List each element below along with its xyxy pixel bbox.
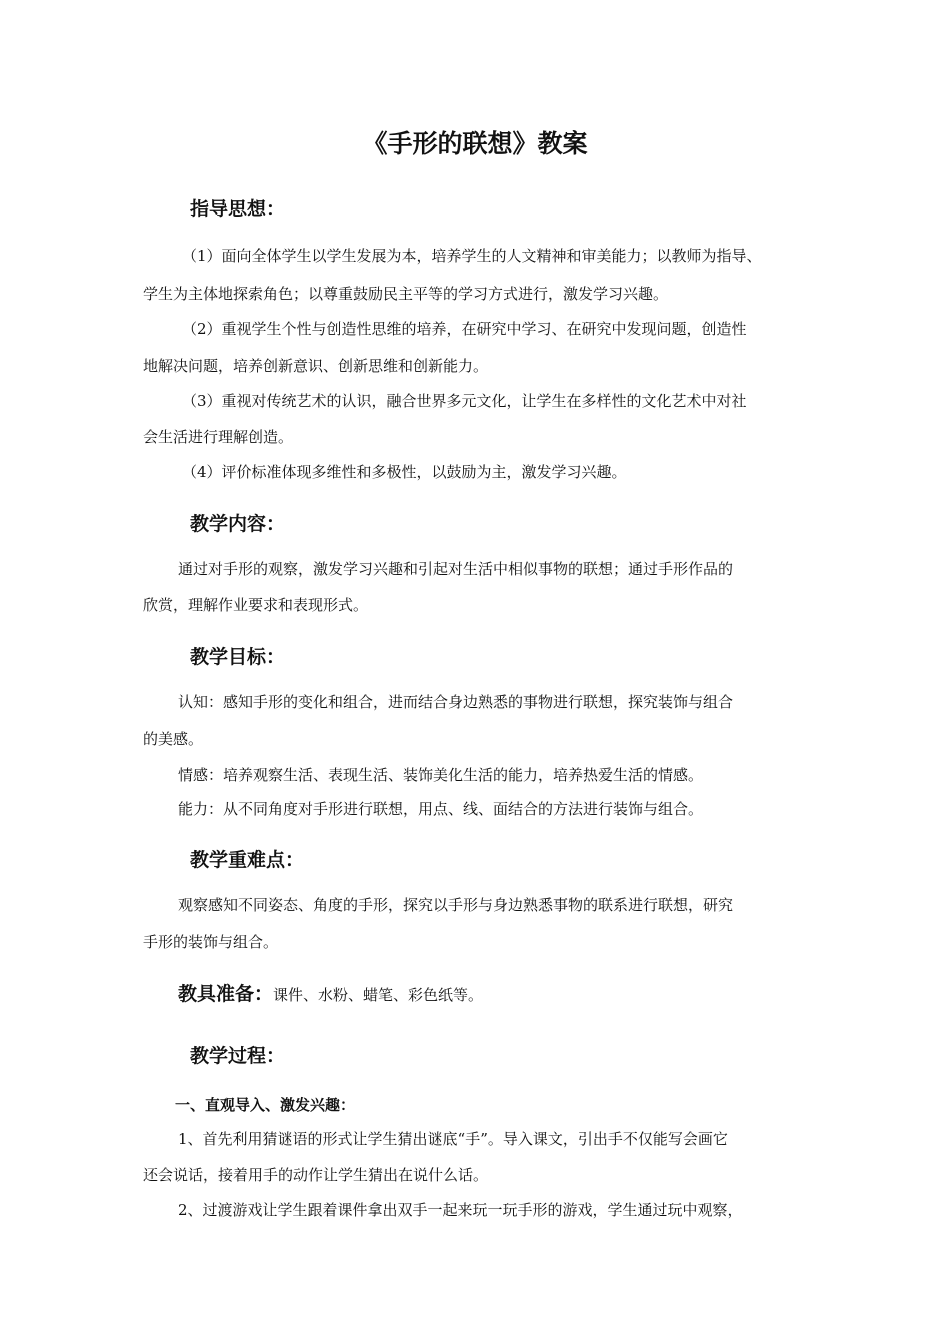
tools-line (178, 979, 483, 1006)
paragraph-line: 2、过渡游戏让学生跟着课件拿出双手一起来玩一玩手形的游戏，学生通过玩中观察， (178, 1201, 743, 1219)
paragraph-line: 的美感。 (143, 730, 204, 748)
heading-guiding-thought: 指导思想： (190, 198, 286, 220)
heading-teaching-tools: 教具准备： (178, 983, 274, 1005)
paragraph-line: 情感：培养观察生活、表现生活、装饰美化生活的能力，培养热爱生活的情感。 (178, 766, 704, 784)
paragraph-line: 能力：从不同角度对手形进行联想，用点、线、面结合的方法进行装饰与组合。 (178, 800, 704, 818)
paragraph-line: 学生为主体地探索角色；以尊重鼓励民主平等的学习方式进行，激发学习兴趣。 (143, 285, 669, 303)
paragraph-line: （2）重视学生个性与创造性思维的培养，在研究中学习、在研究中发现问题，创造性 (182, 320, 747, 338)
paragraph-line: （3）重视对传统艺术的认识，融合世界多元文化，让学生在多样性的文化艺术中对社 (182, 392, 747, 410)
document-title: 《手形的联想》教案 (362, 129, 588, 158)
paragraph-line: （1）面向全体学生以学生发展为本，培养学生的人文精神和审美能力；以教师为指导、 (182, 247, 762, 265)
paragraph-line: 地解决问题，培养创新意识、创新思维和创新能力。 (143, 357, 489, 375)
paragraph-line: 通过对手形的观察，激发学习兴趣和引起对生活中相似事物的联想；通过手形作品的 (178, 560, 734, 578)
paragraph-line: 认知：感知手形的变化和组合，进而结合身边熟悉的事物进行联想，探究装饰与组合 (178, 693, 734, 711)
paragraph-line: 欣赏，理解作业要求和表现形式。 (143, 596, 369, 614)
tools-text: 课件、水粉、蜡笔、彩色纸等。 (273, 986, 484, 1004)
paragraph-line: 手形的装饰与组合。 (143, 933, 279, 951)
heading-teaching-goals: 教学目标： (190, 646, 286, 668)
heading-key-points: 教学重难点： (190, 849, 305, 871)
paragraph-line: 还会说话，接着用手的动作让学生猜出在说什么话。 (143, 1166, 489, 1184)
paragraph-line: 会生活进行理解创造。 (143, 428, 294, 446)
paragraph-line: （4）评价标准体现多维性和多极性，以鼓励为主，激发学习兴趣。 (182, 463, 627, 481)
paragraph-line: 观察感知不同姿态、角度的手形，探究以手形与身边熟悉事物的联系进行联想，研究 (178, 896, 734, 914)
subheading-intro: 一、直观导入、激发兴趣： (175, 1096, 356, 1114)
heading-teaching-process: 教学过程： (190, 1045, 286, 1067)
heading-teaching-content: 教学内容： (190, 513, 286, 535)
paragraph-line: 1、首先利用猜谜语的形式让学生猜出谜底“手”。导入课文，引出手不仅能写会画它 (178, 1130, 728, 1148)
